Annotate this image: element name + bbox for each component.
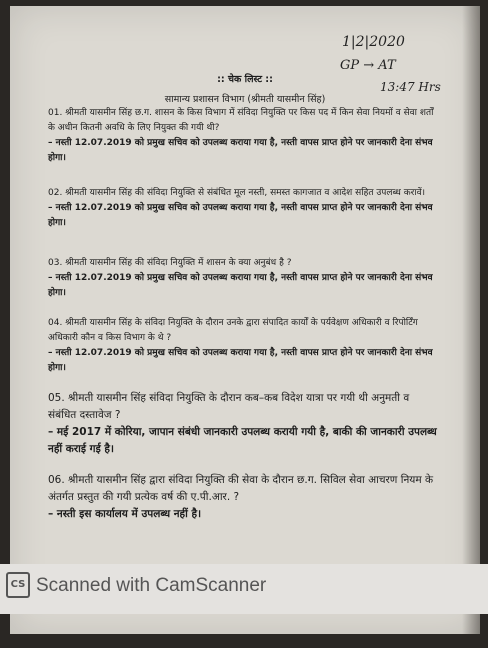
- handwritten-note: GP → AT: [340, 58, 396, 73]
- question-text: 04. श्रीमती यासमीन सिंह के संविदा नियुक्ति के दौरान उनके द्वारा संपादित कार्यों के पर्यवेक्षण अधिकारी व रिपोर्टिंग अधिकारी कौन व किस विभाग के थे ?: [48, 318, 418, 343]
- answer-text: – नस्ती 12.07.2019 को प्रमुख सचिव को उपलब्ध कराया गया है, नस्ती वापस प्राप्त होने पर जानकारी देना संभव होगा।: [48, 203, 433, 228]
- question-text: 06. श्रीमती यासमीन सिंह द्वारा संविदा नियुक्ति की सेवा के दौरान छ.ग. सिविल सेवा आचरण नियम के अंतर्गत प्रस्तुत की गयी प्रत्येक वर्ष की ए.पी.आर. ?: [48, 474, 434, 503]
- checklist-item-6: [48, 472, 438, 523]
- question-text: 01. श्रीमती यासमीन सिंह छ.ग. शासन के किस विभाग में संविदा नियुक्ति पर किस पद में किन सेवा नियमों व सेवा शर्तों के अधीन कितनी अवधि के लिए नियुक्त की गयी थी?: [48, 108, 434, 133]
- answer-text: – नस्ती इस कार्यालय में उपलब्ध नहीं है।: [48, 508, 202, 520]
- answer-text: – नस्ती 12.07.2019 को प्रमुख सचिव को उपलब्ध कराया गया है, नस्ती वापस प्राप्त होने पर जानकारी देना संभव होगा।: [48, 273, 433, 298]
- answer-text: – नस्ती 12.07.2019 को प्रमुख सचिव को उपलब्ध कराया गया है, नस्ती वापस प्राप्त होने पर जानकारी देना संभव होगा।: [48, 138, 433, 163]
- question-text: 03. श्रीमती यासमीन सिंह की संविदा नियुक्ति में शासन के क्या अनुबंध है ?: [48, 258, 292, 268]
- handwritten-time: 13:47 Hrs: [380, 80, 441, 94]
- camscanner-watermark-text: Scanned with CamScanner: [36, 575, 267, 596]
- checklist-item-4: [48, 316, 438, 376]
- scanned-page: [10, 6, 480, 634]
- question-text: 05. श्रीमती यासमीन सिंह संविदा नियुक्ति के दौरान कब–कब विदेश यात्रा पर गयी थी अनुमती व संबंधित दस्तावेज ?: [48, 392, 410, 421]
- checklist-item-5: [48, 390, 438, 458]
- question-text: 02. श्रीमती यासमीन सिंह की संविदा नियुक्ति से संबंधित मूल नस्ती, समस्त कागजात व आदेश सहित उपलब्ध करावें।: [48, 188, 426, 198]
- camscanner-logo: CS: [6, 572, 30, 598]
- answer-text: – नस्ती 12.07.2019 को प्रमुख सचिव को उपलब्ध कराया गया है, नस्ती वापस प्राप्त होने पर जानकारी देना संभव होगा।: [48, 348, 433, 373]
- checklist-item-2: [48, 186, 438, 231]
- checklist-item-1: [48, 106, 438, 166]
- handwritten-date: 1|2|2020: [342, 34, 405, 50]
- document-title: :: चेक लिस्ट ::: [217, 74, 273, 85]
- department-heading: सामान्य प्रशासन विभाग (श्रीमती यासमीन सिंह): [164, 94, 326, 105]
- answer-text: – मई 2017 में कोरिया, जापान संबंधी जानकारी उपलब्ध करायी गयी है, बाकी की जानकारी उपलब्ध नहीं कराई गई है।: [48, 426, 437, 455]
- checklist-item-3: [48, 256, 438, 301]
